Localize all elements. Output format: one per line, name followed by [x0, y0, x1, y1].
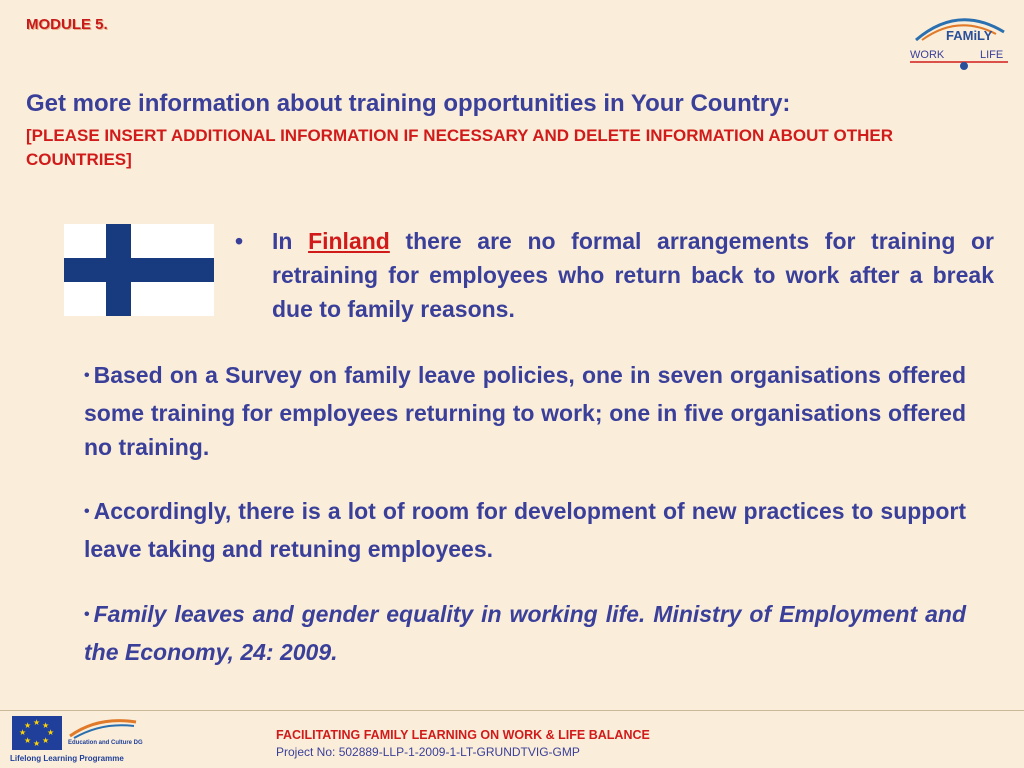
finland-link[interactable]: Finland [308, 228, 390, 254]
logo-work-text: WORK [910, 49, 945, 61]
bullet-text: Family leaves and gender equality in working life. Ministry of Employment and the Economy, 24: 2009. [84, 601, 966, 665]
footer-divider [0, 710, 1024, 711]
finland-prefix: In [272, 228, 293, 254]
bullet-marker: • [84, 503, 90, 520]
bullet-marker: • [84, 606, 90, 623]
finland-flag [64, 224, 214, 316]
bullet-reference [84, 597, 966, 669]
bullet-development [84, 494, 966, 566]
finland-paragraph [230, 224, 994, 326]
bullet-marker: • [84, 367, 90, 384]
footer-project-number: Project No: 502889-LLP-1-2009-1-LT-GRUNDTVIG-GMP [276, 745, 580, 759]
eu-flag-icon: ★ ★ ★ ★ ★ ★ ★ ★ [12, 716, 62, 750]
family-work-life-logo [908, 10, 1014, 74]
logo-family-text: FAMiLY [946, 28, 993, 43]
finland-text: there are no formal arrangements for training or retraining for employees who return back to work after a break due to family reasons. [272, 228, 994, 322]
module-label: MODULE 5. [26, 16, 108, 33]
logo-life-text: LIFE [980, 49, 1004, 61]
bullet-text: Based on a Survey on family leave policies, one in seven organisations offered some training for employees returning to work; one in five organisations offered no training. [84, 362, 966, 460]
bullet-text: Accordingly, there is a lot of room for development of new practices to support leave taking and retuning employees. [84, 498, 966, 562]
education-culture-swoosh-icon [68, 716, 138, 740]
bullet-survey [84, 358, 966, 464]
page-title: Get more information about training opportunities in Your Country: [26, 90, 791, 117]
education-culture-label: Education and Culture DG [68, 740, 143, 746]
lifelong-learning-label: Lifelong Learning Programme [10, 754, 124, 763]
bullet-marker: • [235, 228, 244, 254]
footer-title: FACILITATING FAMILY LEARNING ON WORK & LIFE BALANCE [276, 728, 650, 742]
footer-logos [10, 714, 230, 766]
instruction-note: [PLEASE INSERT ADDITIONAL INFORMATION IF NECESSARY AND DELETE INFORMATION ABOUT OTHER COUNTRIES] [26, 126, 894, 169]
